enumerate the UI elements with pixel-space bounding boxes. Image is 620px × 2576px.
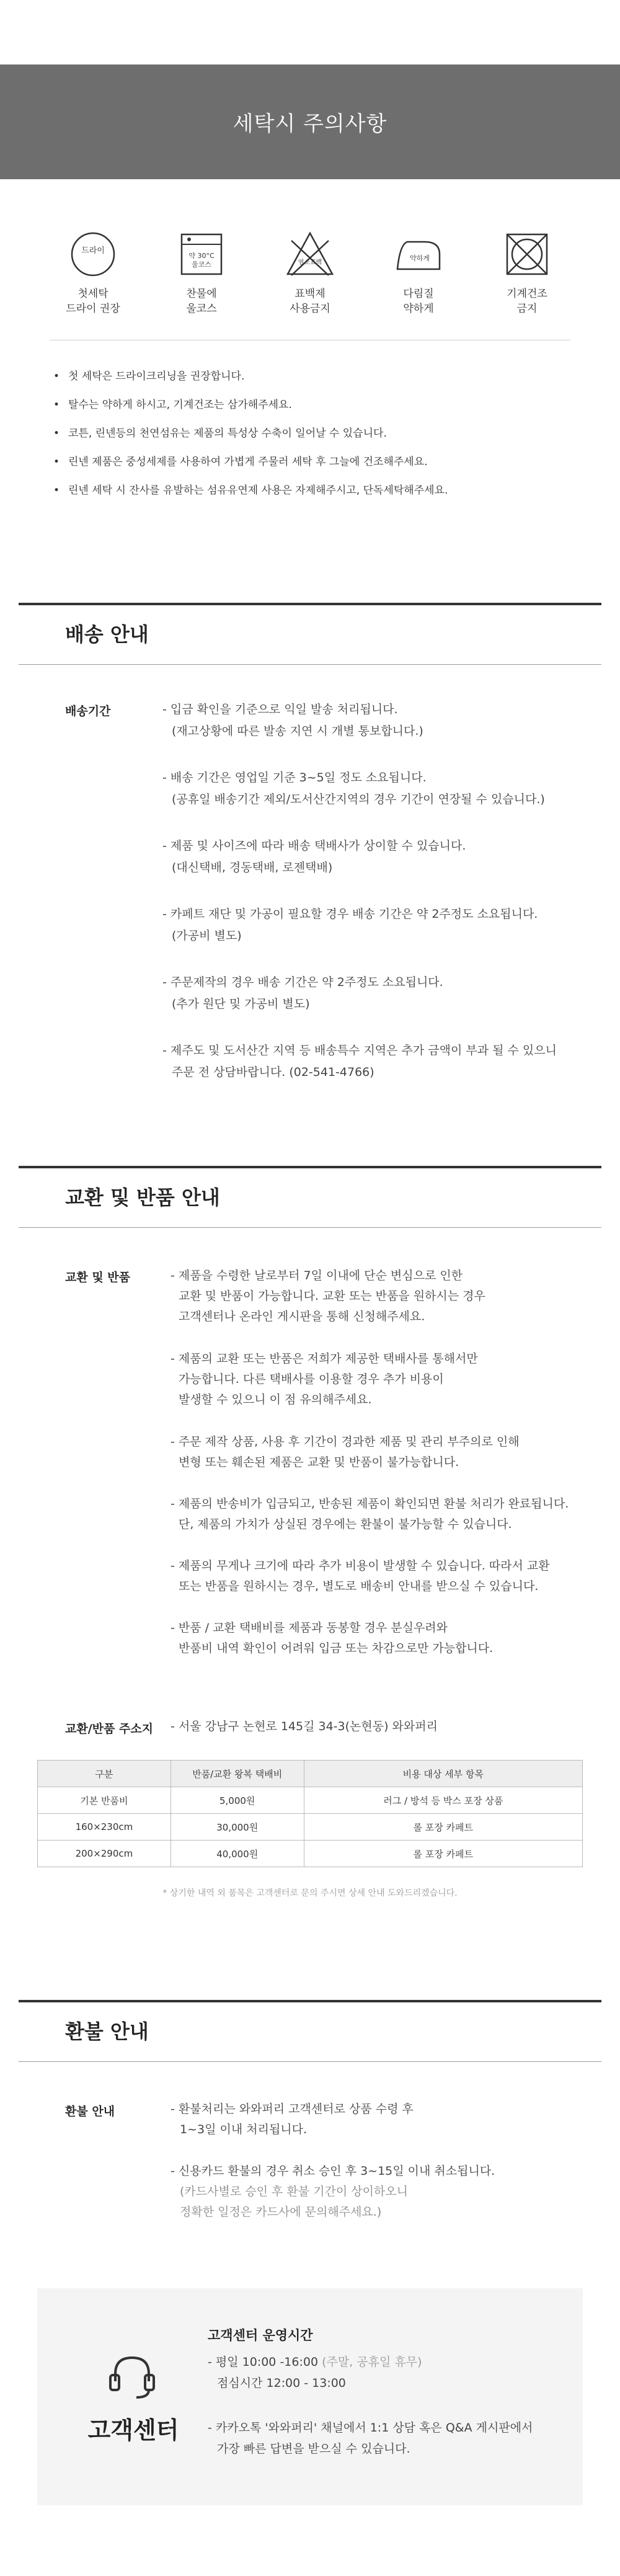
shipping-line: (가공비 별도) — [172, 929, 242, 943]
care-icon-no-bleach — [267, 229, 353, 316]
table-cell: 160×230cm — [38, 1814, 171, 1841]
care-label-line1: 첫세탁 — [78, 288, 108, 300]
refund-line: - 환불처리는 와와퍼리 고객센터로 상품 수령 후 — [170, 2102, 414, 2116]
exchange-line: 발생할 수 있으니 이 점 유의해주세요. — [179, 1393, 372, 1406]
list-item: • 린넨 세탁 시 잔사를 유발하는 섬유유연제 사용은 자제해주시고, 단독세탁해주세요. — [50, 483, 583, 498]
shipping-line: - 제품 및 사이즈에 따라 배송 택배사가 상이할 수 있습니다. — [162, 839, 466, 853]
care-icon-iron-low — [375, 229, 462, 316]
shipping-line: (공휴일 배송기간 제외/도서산간지역의 경우 기간이 연장될 수 있습니다.) — [172, 793, 545, 806]
svg-text:약 30°C: 약 30°C — [188, 252, 215, 260]
hand-wash-icon — [177, 229, 226, 279]
no-bleach-icon — [285, 229, 335, 279]
dry-clean-icon — [68, 229, 118, 279]
return-fee-table — [37, 1760, 583, 1867]
exchange-line: 고객센터나 온라인 게시판을 통해 신청해주세요. — [179, 1310, 425, 1323]
table-cell: 롤 포장 카페트 — [304, 1814, 582, 1841]
svg-text:울코스: 울코스 — [192, 260, 211, 269]
exchange-line: - 제품의 반송비가 입금되고, 반송된 제품이 확인되면 환불 처리가 완료됩니다. — [170, 1497, 569, 1511]
shipping-line: (추가 원단 및 가공비 별도) — [172, 997, 310, 1011]
care-icon-hand-wash — [158, 229, 245, 316]
exchange-line: 단, 제품의 가치가 상실된 경우에는 환불이 불가능할 수 있습니다. — [179, 1517, 512, 1531]
no-tumble-dry-icon — [502, 229, 552, 279]
table-cell: 200×290cm — [38, 1841, 171, 1867]
customer-center-title: 고객센터 — [87, 2417, 179, 2444]
iron-low-icon — [394, 229, 443, 279]
exchange-line: 가능합니다. 다른 택배사를 이용할 경우 추가 비용이 — [179, 1372, 444, 1386]
care-icon-dry-clean — [50, 229, 136, 316]
list-item: • 린넨 제품은 중성세제를 사용하여 가볍게 주물러 세탁 후 그늘에 건조해주세요. — [50, 455, 583, 469]
exchange-section-header — [19, 1166, 601, 1228]
list-item: • 탈수는 약하게 하시고, 기계건조는 삼가해주세요. — [50, 398, 583, 412]
customer-center-hours-title: 고객센터 운영시간 — [208, 2328, 313, 2343]
care-notes-list — [50, 369, 583, 512]
exchange-line: - 주문 제작 상품, 사용 후 기간이 경과한 제품 및 관리 부주의로 인해 — [170, 1435, 520, 1449]
shipping-section-header — [19, 603, 601, 665]
table-cell: 기본 반품비 — [38, 1787, 171, 1814]
section-title: 배송 안내 — [65, 623, 149, 646]
table-cell: 5,000원 — [170, 1787, 304, 1814]
table-cell: 40,000원 — [170, 1841, 304, 1867]
care-label-line1: 찬물에 — [186, 288, 217, 300]
table-cell: 30,000원 — [170, 1814, 304, 1841]
table-row — [38, 1814, 583, 1841]
care-label-line1: 기계건조 — [507, 288, 547, 300]
refund-line: - 신용카드 환불의 경우 취소 승인 후 3~15일 이내 취소됩니다. — [170, 2164, 495, 2178]
care-label-line1: 표백제 — [294, 288, 326, 300]
table-footnote: * 상기한 내역 외 품목은 고객센터로 문의 주시면 상세 안내 도와드리겠습니다. — [162, 1888, 458, 1898]
care-label-line2: 금지 — [516, 303, 538, 315]
care-icon-no-tumble-dry — [484, 229, 570, 316]
page-title: 세탁시 주의사항 — [232, 112, 388, 136]
shipping-line: (재고상황에 따른 발송 지연 시 개별 통보합니다.) — [172, 724, 423, 738]
return-address-label: 교환/반품 주소지 — [65, 1722, 154, 1736]
care-hero-banner — [0, 64, 620, 179]
iron-low-badge: 약하게 — [410, 254, 430, 262]
return-address-value: - 서울 강남구 논현로 145길 34-3(논현동) 와와퍼리 — [170, 1720, 438, 1733]
exchange-line: 반품비 내역 확인이 어려워 입금 또는 차감으로만 가능합니다. — [179, 1641, 494, 1655]
refund-line: 1~3일 이내 처리됩니다. — [180, 2123, 308, 2136]
kakao-info: - 카카오톡 '와와퍼리' 채널에서 1:1 상담 혹은 Q&A 게시판에서 — [208, 2421, 533, 2435]
care-label-line2: 울코스 — [186, 303, 217, 315]
care-label-line2: 드라이 권장 — [66, 303, 120, 315]
no-bleach-badge: 염소표백 — [298, 259, 322, 266]
table-cell: 롤 포장 카페트 — [304, 1841, 582, 1867]
exchange-line: 또는 반품을 원하시는 경우, 별도로 배송비 안내를 받으실 수 있습니다. — [179, 1579, 539, 1593]
exchange-line: 변형 또는 훼손된 제품은 교환 및 반품이 불가능합니다. — [179, 1455, 459, 1469]
exchange-label: 교환 및 반품 — [65, 1271, 130, 1284]
care-label-line1: 다림질 — [403, 288, 434, 300]
exchange-line: - 반품 / 교환 택배비를 제품과 동봉할 경우 분실우려와 — [170, 1621, 448, 1635]
table-row — [38, 1841, 583, 1867]
shipping-line: - 카페트 재단 및 가공이 필요할 경우 배송 기간은 약 2주정도 소요됩니다. — [162, 907, 538, 921]
section-title: 환불 안내 — [65, 2020, 149, 2043]
holiday-note: (주말, 공휴일 휴무) — [322, 2355, 422, 2369]
shipping-line: - 입금 확인을 기준으로 익일 발송 처리됩니다. — [162, 703, 398, 716]
refund-label: 환불 안내 — [65, 2105, 115, 2118]
refund-section-header — [19, 2000, 601, 2062]
exchange-line: - 제품을 수령한 날로부터 7일 이내에 단순 변심으로 인한 — [170, 1269, 463, 1282]
kakao-info: 가장 빠른 답변을 받으실 수 있습니다. — [217, 2442, 410, 2456]
list-item: • 첫 세탁은 드라이크리닝을 권장합니다. — [50, 369, 583, 384]
care-icon-row — [50, 229, 570, 322]
exchange-line: - 제품의 교환 또는 반품은 저희가 제공한 택배사를 통해서만 — [170, 1352, 478, 1366]
refund-note: (카드사별로 승인 후 환불 기간이 상이하오니 — [180, 2185, 408, 2198]
table-header-row — [38, 1761, 583, 1787]
list-item: • 코튼, 린넨등의 천연섬유는 제품의 특성상 수축이 일어날 수 있습니다. — [50, 426, 583, 441]
dry-clean-badge: 드라이 — [81, 246, 105, 255]
shipping-line: (대신택배, 경동택배, 로젠택배) — [172, 861, 333, 874]
shipping-line: - 배송 기간은 영업일 기준 3~5일 정도 소요됩니다. — [162, 771, 427, 784]
section-title: 교환 및 반품 안내 — [65, 1186, 220, 1209]
exchange-line: - 제품의 무게나 크기에 따라 추가 비용이 발생할 수 있습니다. 따라서 교환 — [170, 1559, 550, 1573]
refund-note: 정확한 일정은 카드사에 문의해주세요.) — [180, 2205, 382, 2219]
table-row — [38, 1787, 583, 1814]
exchange-line: 교환 및 반품이 가능합니다. 교환 또는 반품을 원하시는 경우 — [179, 1289, 485, 1303]
headset-icon — [104, 2352, 160, 2401]
table-header-cell: 구분 — [38, 1761, 171, 1787]
shipping-line: 주문 전 상담바랍니다. (02-541-4766) — [172, 1065, 374, 1079]
table-cell: 러그 / 방석 등 박스 포장 상품 — [304, 1787, 582, 1814]
shipping-line: - 제주도 및 도서산간 지역 등 배송특수 지역은 추가 금액이 부과 될 수 있으니 — [162, 1044, 557, 1057]
table-header-cell: 반품/교환 왕복 택배비 — [170, 1761, 304, 1787]
customer-center-box — [37, 2288, 583, 2505]
care-label-line2: 사용금지 — [290, 303, 330, 315]
business-hours: - 평일 10:00 -16:00 — [208, 2355, 319, 2369]
shipping-period-label: 배송기간 — [65, 704, 111, 718]
shipping-line: - 주문제작의 경우 배송 기간은 약 2주정도 소요됩니다. — [162, 975, 443, 989]
lunch-hours: 점심시간 12:00 - 13:00 — [217, 2376, 346, 2390]
care-label-line2: 약하게 — [403, 303, 434, 315]
table-header-cell: 비용 대상 세부 항목 — [304, 1761, 582, 1787]
